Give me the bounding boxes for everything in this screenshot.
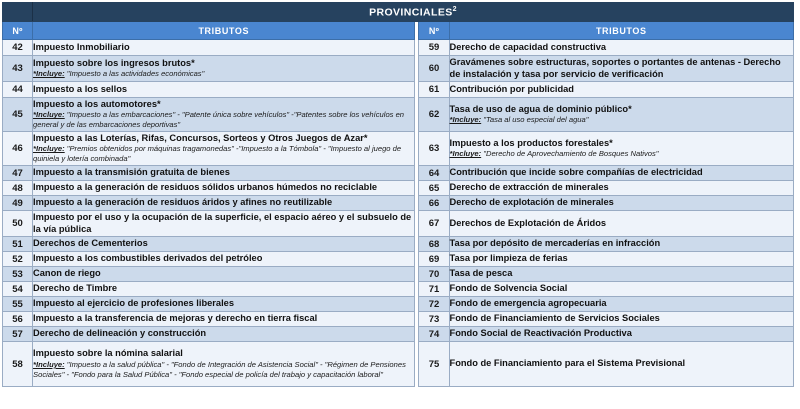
tax-name-text: Fondo de Financiamiento de Servicios Sociales (449, 313, 660, 324)
tax-includes-note (33, 144, 414, 164)
tax-number-cell: 63 (419, 132, 449, 166)
tax-name-text: Canon de riego (33, 268, 101, 279)
tax-name-cell (449, 267, 793, 282)
includes-label: *Incluye: (449, 115, 482, 125)
tax-name-text: Gravámenes sobre estructuras, soportes o portantes de antenas - Derecho de instalación y tasa por servicio de verificación (449, 56, 781, 79)
table-row (3, 132, 794, 166)
header-num-right: Nº (419, 22, 449, 40)
tax-name-cell (33, 312, 415, 327)
includes-text: "Impuesto a la salud pública" - "Fondo de Integración de Asistencia Social" - "Régimen de Pensiones Sociales" - "Fondo para la Salud Pública" - "Fondo especial de policía del trabajo y capacitación laboral" (33, 359, 406, 379)
tax-name-text: Impuesto a la transmisión gratuita de bienes (33, 167, 230, 178)
tax-name-cell (33, 327, 415, 342)
table-row (3, 196, 794, 211)
tax-name-cell (33, 196, 415, 211)
tax-table-sheet (0, 2, 800, 409)
tax-number-cell: 62 (419, 98, 449, 132)
tax-name-text: Impuesto a la generación de residuos sólidos urbanos húmedos no reciclable (33, 182, 378, 193)
tax-name-cell (449, 342, 793, 387)
tax-name-text: Derecho de extracción de minerales (449, 182, 609, 193)
tax-number-cell: 48 (3, 181, 33, 196)
includes-label: *Incluye: (33, 110, 65, 120)
table-row (3, 181, 794, 196)
tax-name-cell (449, 211, 793, 237)
tax-name-text: Impuesto a los combustibles derivados del petróleo (33, 253, 263, 264)
tax-name-cell (33, 267, 415, 282)
tax-name-cell (33, 56, 415, 82)
provincial-taxes-table (2, 2, 794, 387)
table-row (3, 267, 794, 282)
tax-name-text: Tasa por depósito de mercaderías en infracción (449, 238, 661, 249)
tax-number-cell: 70 (419, 267, 449, 282)
includes-label: *Incluye: (33, 359, 65, 369)
tax-name-cell (449, 327, 793, 342)
tax-name-text: Impuesto sobre la nómina salarial (33, 348, 183, 359)
table-row (3, 282, 794, 297)
tax-number-cell: 57 (3, 327, 33, 342)
tax-name-text: Impuesto a la transferencia de mejoras y derecho en tierra fiscal (33, 313, 318, 324)
tax-number-cell: 60 (419, 56, 449, 82)
tax-name-text: Impuesto sobre los ingresos brutos* (33, 57, 195, 68)
includes-text: "Tasa al uso especial del agua" (481, 115, 589, 125)
tax-name-cell (449, 82, 793, 98)
tax-name-text: Contribución que incide sobre compañías de electricidad (449, 167, 703, 178)
tax-number-cell: 65 (419, 181, 449, 196)
tax-number-cell: 55 (3, 297, 33, 312)
tax-name-cell (33, 342, 415, 387)
tax-name-text: Impuesto a los sellos (33, 83, 128, 94)
table-row (3, 211, 794, 237)
table-row (3, 327, 794, 342)
tax-number-cell: 64 (419, 166, 449, 181)
tax-name-cell (449, 297, 793, 312)
tax-number-cell: 68 (419, 237, 449, 252)
tax-name-text: Impuesto a los productos forestales* (449, 137, 613, 148)
tax-name-text: Tasa de pesca (449, 268, 513, 279)
tax-number-cell: 73 (419, 312, 449, 327)
tax-name-cell (33, 211, 415, 237)
table-title-row (3, 3, 794, 22)
tax-name-text: Fondo de Financiamiento para el Sistema Previsional (449, 358, 686, 369)
tax-number-cell: 43 (3, 56, 33, 82)
tax-name-cell (449, 181, 793, 196)
tax-number-cell: 75 (419, 342, 449, 387)
table-row (3, 297, 794, 312)
tax-name-cell (33, 237, 415, 252)
tax-name-cell (33, 40, 415, 56)
tax-name-cell (449, 196, 793, 211)
tax-number-cell: 42 (3, 40, 33, 56)
tax-name-text: Impuesto a la generación de residuos áridos y afines no reutilizable (33, 197, 333, 208)
includes-label: *Incluye: (449, 149, 482, 159)
tax-name-text: Fondo de Solvencia Social (449, 283, 568, 294)
tax-number-cell: 58 (3, 342, 33, 387)
tax-name-cell (33, 252, 415, 267)
tax-number-cell: 51 (3, 237, 33, 252)
tax-name-cell (33, 98, 415, 132)
table-row (3, 237, 794, 252)
tax-number-cell: 69 (419, 252, 449, 267)
tax-includes-note (33, 360, 414, 380)
tax-name-text: Fondo de emergencia agropecuaria (449, 298, 607, 309)
tax-name-text: Tasa por limpieza de ferias (449, 253, 568, 264)
tax-name-text: Impuesto Inmobiliario (33, 41, 130, 52)
table-body (3, 40, 794, 387)
table-row (3, 342, 794, 387)
table-row (3, 40, 794, 56)
tax-number-cell: 52 (3, 252, 33, 267)
tax-number-cell: 54 (3, 282, 33, 297)
header-tributos-left: TRIBUTOS (33, 22, 415, 40)
tax-name-text: Tasa de uso de agua de dominio público* (449, 103, 632, 114)
tax-number-cell: 53 (3, 267, 33, 282)
tax-name-cell (449, 98, 793, 132)
includes-text: "Impuesto a las actividades económicas" (64, 69, 205, 79)
includes-text: "Derecho de Aprovechamiento de Bosques Nativos" (481, 149, 659, 159)
tax-name-cell (33, 282, 415, 297)
tax-number-cell: 56 (3, 312, 33, 327)
tax-name-text: Derechos de Cementerios (33, 238, 148, 249)
title-left-gap (3, 3, 33, 22)
tax-includes-note (450, 149, 793, 159)
tax-number-cell: 71 (419, 282, 449, 297)
tax-number-cell: 47 (3, 166, 33, 181)
includes-label: *Incluye: (33, 69, 65, 79)
table-row (3, 312, 794, 327)
tax-number-cell: 45 (3, 98, 33, 132)
tax-name-cell (33, 181, 415, 196)
tax-name-text: Derecho de explotación de minerales (449, 197, 614, 208)
tax-name-cell (449, 312, 793, 327)
tax-name-cell (449, 166, 793, 181)
tax-name-cell (449, 132, 793, 166)
tax-name-text: Derecho de capacidad constructiva (449, 41, 607, 52)
tax-number-cell: 67 (419, 211, 449, 237)
tax-name-text: Impuesto a los automotores* (33, 98, 161, 109)
tax-name-cell (449, 56, 793, 82)
tax-name-cell (449, 252, 793, 267)
header-tributos-right: TRIBUTOS (449, 22, 793, 40)
table-title-superscript: 2 (452, 5, 457, 13)
header-num-left: Nº (3, 22, 33, 40)
table-title-text: PROVINCIALES (369, 6, 453, 19)
tax-includes-note (33, 110, 414, 130)
tax-name-cell (449, 40, 793, 56)
tax-name-text: Derecho de Timbre (33, 283, 118, 294)
tax-number-cell: 50 (3, 211, 33, 237)
tax-name-text: Impuesto por el uso y la ocupación de la superficie, el espacio aéreo y el subsuelo de la vía pública (33, 211, 412, 234)
tax-name-cell (449, 237, 793, 252)
table-row (3, 98, 794, 132)
tax-name-cell (33, 166, 415, 181)
tax-number-cell: 72 (419, 297, 449, 312)
tax-name-cell (449, 282, 793, 297)
tax-name-cell (33, 82, 415, 98)
tax-name-text: Derecho de delineación y construcción (33, 328, 207, 339)
table-row (3, 82, 794, 98)
tax-number-cell: 59 (419, 40, 449, 56)
table-row (3, 56, 794, 82)
tax-name-text: Fondo Social de Reactivación Productiva (449, 328, 632, 339)
tax-name-text: Impuesto al ejercicio de profesiones liberales (33, 298, 235, 309)
tax-number-cell: 49 (3, 196, 33, 211)
tax-name-cell (33, 297, 415, 312)
includes-label: *Incluye: (33, 144, 65, 154)
tax-includes-note (33, 69, 414, 79)
tax-name-text: Derechos de Explotación de Áridos (449, 217, 607, 228)
table-row (3, 252, 794, 267)
tax-name-text: Impuesto a las Loterías, Rifas, Concursos, Sorteos y Otros Juegos de Azar* (33, 132, 368, 143)
tax-number-cell: 44 (3, 82, 33, 98)
table-title (33, 3, 794, 22)
tax-name-text: Contribución por publicidad (449, 83, 574, 94)
tax-number-cell: 61 (419, 82, 449, 98)
table-row (3, 166, 794, 181)
tax-includes-note (450, 115, 793, 125)
tax-name-cell (33, 132, 415, 166)
includes-text: "Impuesto a las embarcaciones" - "Patente única sobre vehículos" -"Patentes sobre los vehículos en general y de las embarcaciones deportivas" (33, 110, 405, 130)
includes-text: "Premios obtenidos por máquinas tragamonedas" -"Impuesto a la Tómbola" - "Impuesto al juego de quiniela y lotería combinada" (33, 144, 402, 164)
tax-number-cell: 46 (3, 132, 33, 166)
table-header-row (3, 22, 794, 40)
tax-number-cell: 66 (419, 196, 449, 211)
tax-number-cell: 74 (419, 327, 449, 342)
